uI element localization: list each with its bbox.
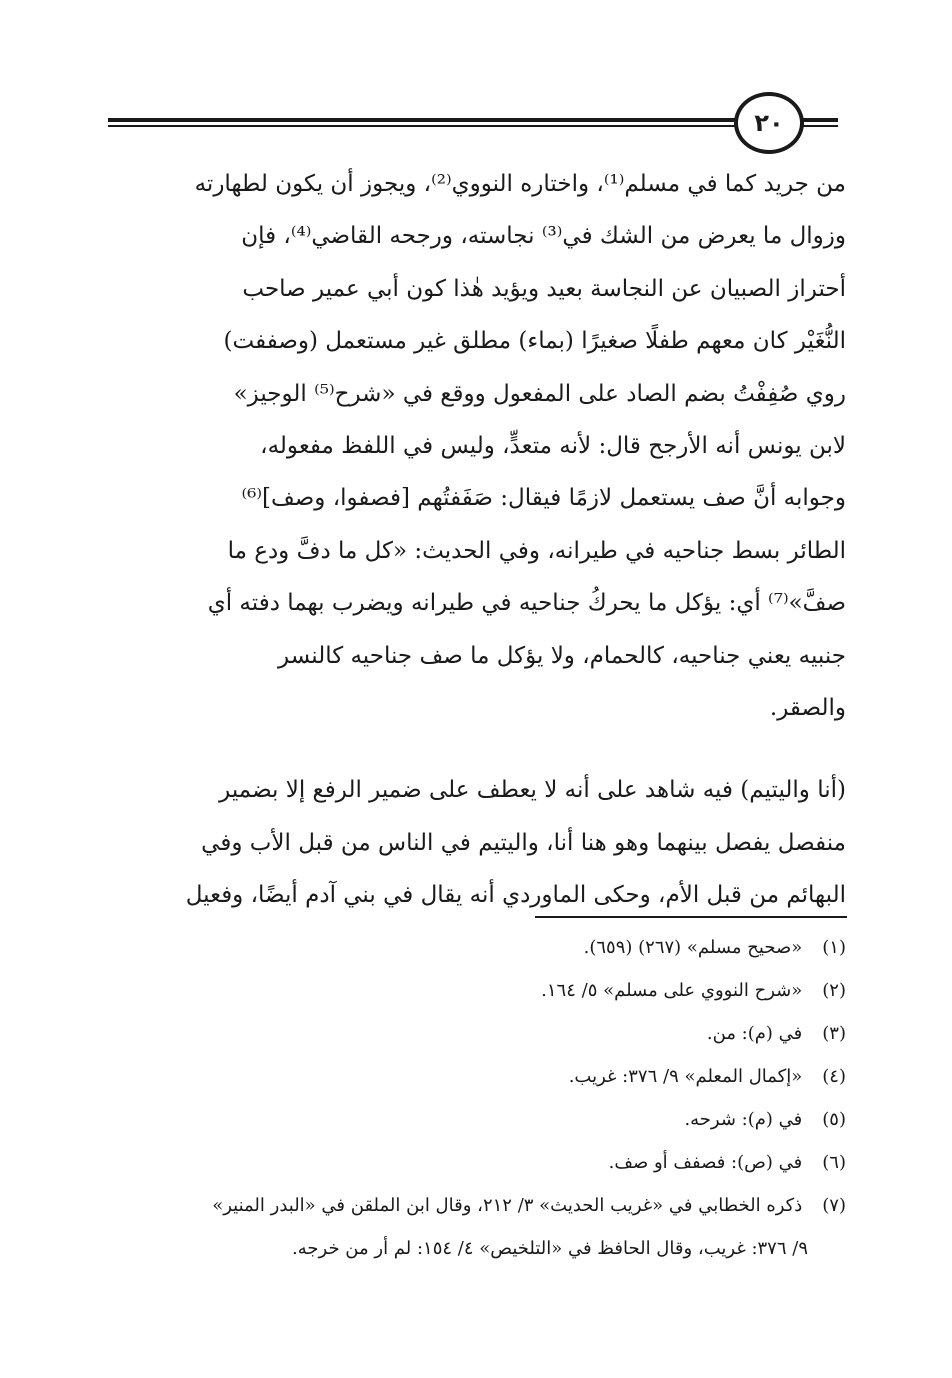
text-line: أحتراز الصبيان عن النجاسة بعيد ويؤيد هٰذا كون أبي عمير صاحب xyxy=(242,275,846,302)
footnote-text: «شرح النووي على مسلم» ٥/ ١٦٤. xyxy=(541,980,803,1001)
text-line: جنبيه يعني جناحيه، كالحمام، ولا يؤكل ما صف جناحيه كالنسر xyxy=(278,642,846,669)
text-line: والصقر. xyxy=(769,694,846,721)
paragraph-2 xyxy=(110,764,846,921)
footnote-number: (٦) xyxy=(822,1152,846,1173)
footnote-text: «صحيح مسلم» (٢٦٧) (٦٥٩). xyxy=(583,937,803,958)
footnote-3 xyxy=(110,1012,846,1055)
text-line: الطائر بسط جناحيه في طيرانه، وفي الحديث: «كل ما دفَّ ودع ما xyxy=(227,537,846,564)
footnote-text: «إكمال المعلم» ٩/ ٣٧٦: غريب. xyxy=(568,1066,803,1087)
footnote-text: في (ص): فصفف أو صف. xyxy=(608,1152,803,1173)
text-line: البهائم من قبل الأم، وحكى الماوردي أنه يقال في بني آدم أيضًا، وفعيل xyxy=(185,882,846,909)
header-rule-right-thin xyxy=(802,125,838,127)
header-rule-thin xyxy=(108,125,736,127)
footnote-5 xyxy=(110,1098,846,1141)
header-rule-right-thick xyxy=(802,118,838,122)
footnote-4 xyxy=(110,1055,846,1098)
text-line: وزوال ما يعرض من الشك في⁽³⁾ نجاسته، ورجحه القاضي⁽⁴⁾، فإن xyxy=(241,223,846,250)
footnote-text: في (م): من. xyxy=(706,1023,803,1044)
footnote-number: (٧) xyxy=(822,1195,846,1216)
page-header xyxy=(108,92,838,152)
text-line: صفَّ»⁽⁷⁾ أي: يؤكل ما يحركُ جناحيه في طيرانه ويضرب بهما دفته أي xyxy=(207,590,846,617)
text-line: روي صُفِفْتُ بضم الصاد على المفعول ووقع في «شرح⁽⁵⁾ الوجيز» xyxy=(233,380,846,407)
text-line: منفصل يفصل بينهما وهو هنا أنا، واليتيم في الناس من قبل الأب وفي xyxy=(201,829,846,856)
main-text xyxy=(110,158,846,921)
footnote-number: (١) xyxy=(822,937,846,958)
footnote-number: (٢) xyxy=(822,980,846,1001)
footnote-2 xyxy=(110,969,846,1012)
paragraph-gap xyxy=(110,734,846,764)
footnote-text: في (م): شرحه. xyxy=(684,1109,803,1130)
footnote-number: (٣) xyxy=(822,1023,846,1044)
page-number: ٢٠ xyxy=(754,109,784,137)
footnote-number: (٥) xyxy=(822,1109,846,1130)
footnote-text: ذكره الخطابي في «غريب الحديث» ٣/ ٢١٢، وقال ابن الملقن في «البدر المنير» xyxy=(212,1195,803,1216)
header-rule-thick xyxy=(108,118,736,122)
footnotes xyxy=(110,926,846,1270)
footnote-7 xyxy=(110,1184,846,1227)
text-line: من جريد كما في مسلم⁽¹⁾، واختاره النووي⁽²⁾، ويجوز أن يكون لطهارته xyxy=(194,171,846,197)
footnote-number: (٤) xyxy=(822,1066,846,1087)
footnote-6 xyxy=(110,1141,846,1184)
footnote-1 xyxy=(110,926,846,969)
text-line: لابن يونس أنه الأرجح قال: لأنه متعدٍّ، وليس في اللفظ مفعوله، xyxy=(260,432,846,459)
text-line: النُّغَيْر كان معهم طفلًا صغيرًا (بماء) مطلق غير مستعمل (وصففت) xyxy=(223,328,846,355)
page-number-badge xyxy=(734,92,804,154)
text-line: (أنا واليتيم) فيه شاهد على أنه لا يعطف على ضمير الرفع إلا بضمير xyxy=(219,777,846,804)
text-line: وجوابه أنَّ صف يستعمل لازمًا فيقال: صَفَفتُهم [فصفوا، وصف]⁽⁶⁾ xyxy=(241,485,846,512)
paragraph-1 xyxy=(110,158,846,734)
footnote-separator xyxy=(535,916,847,918)
footnote-7-continuation: ٩/ ٣٧٦: غريب، وقال الحافظ في «التلخيص» ٤/ ١٥٤: لم أر من خرجه. xyxy=(292,1238,808,1259)
